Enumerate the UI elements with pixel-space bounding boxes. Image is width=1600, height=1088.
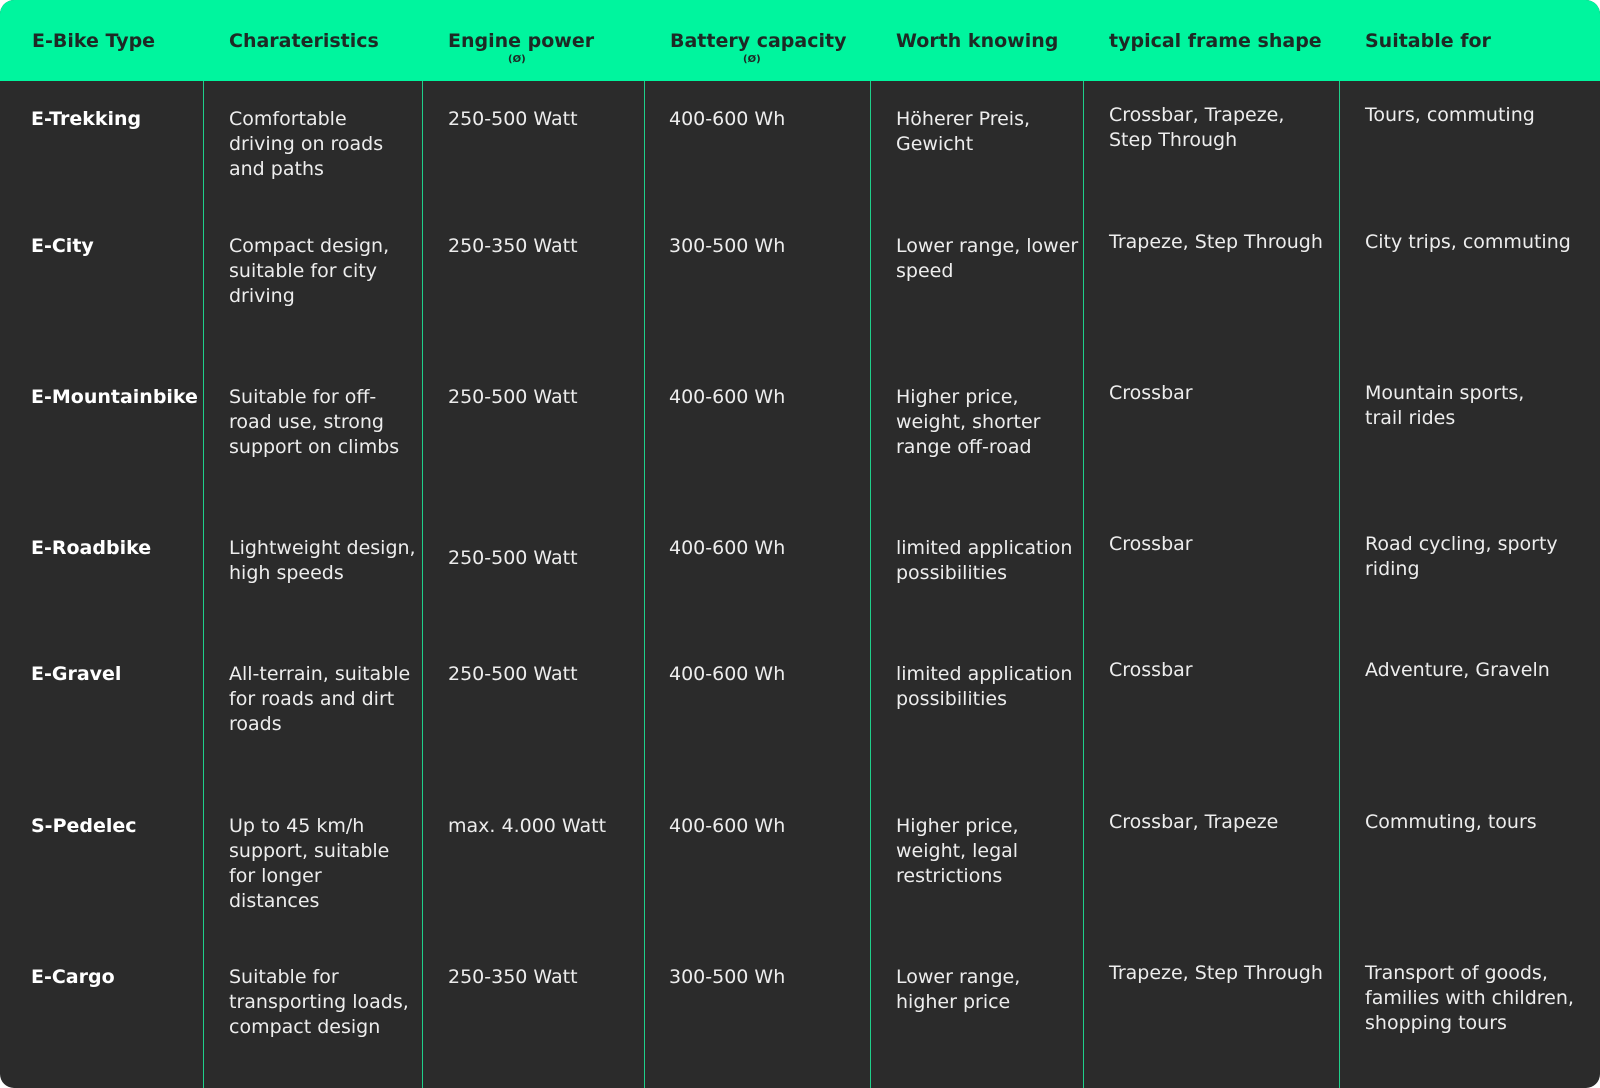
cell-battery bbox=[669, 814, 785, 839]
cell-line: Higher price, bbox=[896, 386, 1019, 408]
cell-type: S-Pedelec bbox=[31, 815, 137, 837]
column-divider bbox=[1339, 81, 1340, 1088]
header-worth-knowing: Worth knowing bbox=[896, 30, 1059, 52]
column-divider bbox=[644, 81, 645, 1088]
cell-type: E-Trekking bbox=[31, 108, 142, 130]
cell-suitable bbox=[1365, 810, 1537, 835]
cell-line: Mountain sports, bbox=[1365, 382, 1525, 404]
cell-engine bbox=[448, 546, 578, 571]
cell-line: families with children, bbox=[1365, 987, 1574, 1009]
cell-type: E-Roadbike bbox=[31, 537, 152, 559]
header-frame-shape: typical frame shape bbox=[1109, 30, 1322, 52]
cell-suitable bbox=[1365, 381, 1524, 431]
column-divider bbox=[870, 81, 871, 1088]
cell-line: Suitable for off- bbox=[229, 386, 377, 408]
cell-line: trail rides bbox=[1365, 407, 1456, 429]
cell-frame bbox=[1109, 532, 1193, 557]
cell-engine bbox=[448, 965, 578, 990]
cell-line: speed bbox=[896, 260, 954, 282]
cell-line: 250-350 Watt bbox=[448, 235, 578, 257]
cell-characteristics bbox=[229, 965, 409, 1040]
cell-line: compact design bbox=[229, 1016, 381, 1038]
cell-type: E-City bbox=[31, 235, 94, 257]
cell-type: E-Gravel bbox=[31, 663, 122, 685]
header-engine-power-sub: (Ø) bbox=[508, 54, 526, 65]
cell-line: Crossbar, Trapeze bbox=[1109, 811, 1279, 833]
cell-line: Tours, commuting bbox=[1365, 104, 1535, 126]
cell-line: limited application bbox=[896, 537, 1073, 559]
cell-engine bbox=[448, 814, 606, 839]
cell-worth bbox=[896, 385, 1040, 460]
cell-line: support on climbs bbox=[229, 436, 400, 458]
cell-line: Up to 45 km/h bbox=[229, 815, 365, 837]
cell-line: limited application bbox=[896, 663, 1073, 685]
cell-engine bbox=[448, 234, 578, 259]
cell-characteristics bbox=[229, 107, 383, 182]
cell-line: weight, shorter bbox=[896, 411, 1041, 433]
cell-line: Higher price, bbox=[896, 815, 1019, 837]
cell-line: riding bbox=[1365, 558, 1420, 580]
cell-line: transporting loads, bbox=[229, 991, 409, 1013]
cell-battery bbox=[669, 662, 785, 687]
header-type: E-Bike Type bbox=[32, 30, 156, 52]
cell-line: suitable for city bbox=[229, 260, 377, 282]
cell-line: Lower range, lower bbox=[896, 235, 1079, 257]
cell-line: 400-600 Wh bbox=[669, 537, 786, 559]
cell-line: roads bbox=[229, 713, 282, 735]
cell-engine bbox=[448, 662, 578, 687]
cell-worth bbox=[896, 965, 1020, 1015]
cell-battery bbox=[669, 965, 785, 990]
cell-line: distances bbox=[229, 890, 320, 912]
column-divider bbox=[422, 81, 423, 1088]
cell-line: for longer bbox=[229, 865, 322, 887]
cell-line: Comfortable bbox=[229, 108, 347, 130]
cell-line: weight, legal bbox=[896, 840, 1019, 862]
cell-line: Lightweight design, bbox=[229, 537, 416, 559]
cell-worth bbox=[896, 536, 1072, 586]
cell-line: Step Through bbox=[1109, 129, 1238, 151]
cell-line: Lower range, bbox=[896, 966, 1021, 988]
cell-battery bbox=[669, 107, 785, 132]
cell-line: and paths bbox=[229, 158, 324, 180]
cell-characteristics bbox=[229, 814, 389, 914]
cell-line: All-terrain, suitable bbox=[229, 663, 411, 685]
cell-line: 250-500 Watt bbox=[448, 108, 578, 130]
cell-line: 250-500 Watt bbox=[448, 547, 578, 569]
cell-suitable bbox=[1365, 961, 1574, 1036]
cell-line: Road cycling, sporty bbox=[1365, 533, 1558, 555]
header-battery-capacity: Battery capacity bbox=[670, 30, 847, 52]
header-battery-capacity-sub: (Ø) bbox=[743, 54, 761, 65]
cell-frame bbox=[1109, 103, 1284, 153]
cell-line: max. 4.000 Watt bbox=[448, 815, 607, 837]
cell-frame bbox=[1109, 381, 1193, 406]
cell-line: Crossbar bbox=[1109, 382, 1193, 404]
cell-engine bbox=[448, 385, 578, 410]
cell-line: Commuting, tours bbox=[1365, 811, 1537, 833]
cell-line: 400-600 Wh bbox=[669, 108, 786, 130]
cell-suitable bbox=[1365, 658, 1550, 683]
cell-line: Crossbar bbox=[1109, 659, 1193, 681]
cell-line: 250-500 Watt bbox=[448, 386, 578, 408]
cell-battery bbox=[669, 385, 785, 410]
cell-line: driving bbox=[229, 285, 295, 307]
cell-line: Suitable for bbox=[229, 966, 339, 988]
cell-frame bbox=[1109, 961, 1323, 986]
cell-line: 300-500 Wh bbox=[669, 966, 786, 988]
cell-line: 300-500 Wh bbox=[669, 235, 786, 257]
cell-line: 400-600 Wh bbox=[669, 386, 786, 408]
cell-line: Crossbar, Trapeze, bbox=[1109, 104, 1285, 126]
cell-characteristics bbox=[229, 385, 399, 460]
cell-battery bbox=[669, 536, 785, 561]
cell-worth bbox=[896, 814, 1019, 889]
cell-line: restrictions bbox=[896, 865, 1003, 887]
cell-line: 250-350 Watt bbox=[448, 966, 578, 988]
cell-battery bbox=[669, 234, 785, 259]
cell-line: possibilities bbox=[896, 688, 1007, 710]
cell-engine bbox=[448, 107, 578, 132]
cell-worth bbox=[896, 662, 1072, 712]
column-divider bbox=[203, 81, 204, 1088]
table-header bbox=[0, 0, 1600, 81]
cell-characteristics bbox=[229, 662, 410, 737]
cell-line: shopping tours bbox=[1365, 1012, 1507, 1034]
cell-characteristics bbox=[229, 234, 389, 309]
header-characteristics: Charateristics bbox=[229, 30, 379, 52]
cell-line: support, suitable bbox=[229, 840, 390, 862]
cell-characteristics bbox=[229, 536, 416, 586]
cell-line: Compact design, bbox=[229, 235, 390, 257]
cell-suitable bbox=[1365, 532, 1558, 582]
cell-line: 400-600 Wh bbox=[669, 663, 786, 685]
cell-suitable bbox=[1365, 230, 1571, 255]
cell-worth bbox=[896, 107, 1030, 157]
cell-line: Gewicht bbox=[896, 133, 974, 155]
cell-line: range off-road bbox=[896, 436, 1032, 458]
header-suitable-for: Suitable for bbox=[1365, 30, 1491, 52]
cell-line: high speeds bbox=[229, 562, 344, 584]
cell-line: possibilities bbox=[896, 562, 1007, 584]
cell-line: Adventure, Graveln bbox=[1365, 659, 1550, 681]
cell-frame bbox=[1109, 810, 1278, 835]
cell-frame bbox=[1109, 230, 1323, 255]
cell-type: E-Mountainbike bbox=[31, 386, 198, 408]
cell-line: 400-600 Wh bbox=[669, 815, 786, 837]
cell-line: road use, strong bbox=[229, 411, 384, 433]
cell-line: Höherer Preis, bbox=[896, 108, 1031, 130]
cell-line: Crossbar bbox=[1109, 533, 1193, 555]
cell-line: Transport of goods, bbox=[1365, 962, 1548, 984]
cell-type: E-Cargo bbox=[31, 966, 115, 988]
cell-line: Trapeze, Step Through bbox=[1109, 231, 1323, 253]
cell-line: City trips, commuting bbox=[1365, 231, 1571, 253]
cell-line: Trapeze, Step Through bbox=[1109, 962, 1323, 984]
cell-line: higher price bbox=[896, 991, 1011, 1013]
cell-line: driving on roads bbox=[229, 133, 384, 155]
column-divider bbox=[1083, 81, 1084, 1088]
header-engine-power: Engine power bbox=[448, 30, 595, 52]
cell-line: for roads and dirt bbox=[229, 688, 395, 710]
cell-frame bbox=[1109, 658, 1193, 683]
cell-suitable bbox=[1365, 103, 1535, 128]
cell-worth bbox=[896, 234, 1078, 284]
cell-line: 250-500 Watt bbox=[448, 663, 578, 685]
